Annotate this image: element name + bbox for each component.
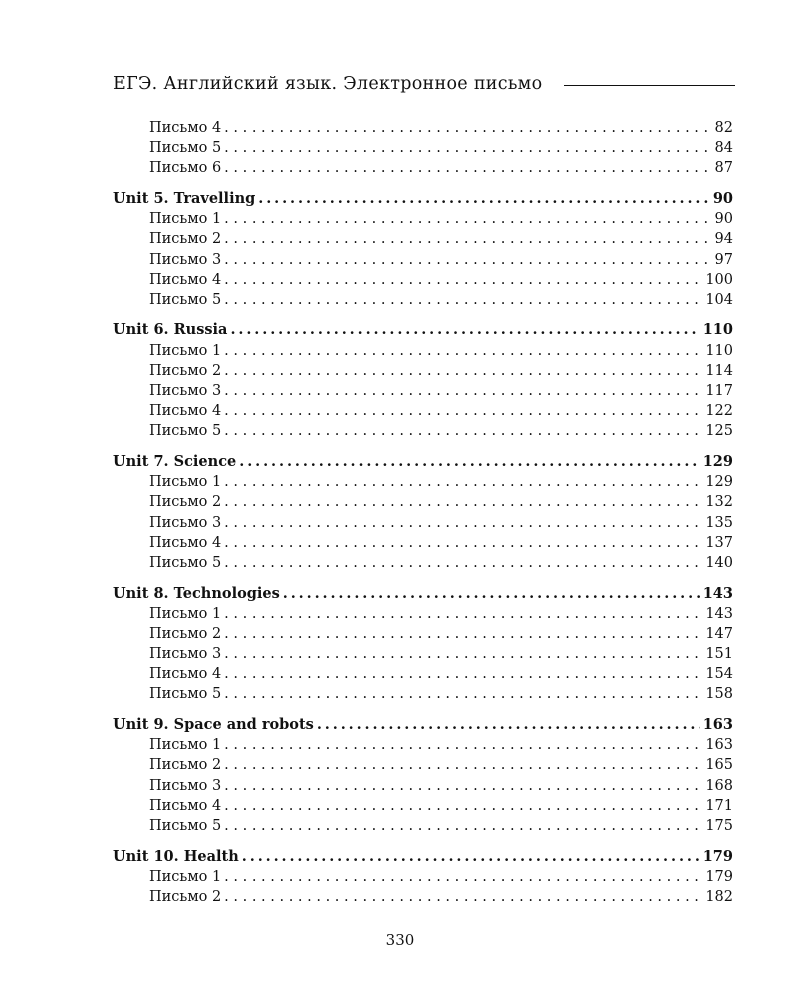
dot-leader: [224, 381, 702, 401]
entry-page-number: 90: [712, 189, 733, 207]
toc-letter-entry: [113, 138, 733, 158]
entry-label: Письмо 4: [149, 403, 222, 420]
dot-leader: [224, 533, 702, 553]
entry-page-number: 151: [705, 646, 733, 663]
entry-label: Письмо 3: [149, 646, 222, 663]
toc-letter-entry: [113, 492, 733, 512]
entry-page-number: 100: [705, 271, 733, 288]
entry-page-number: 125: [705, 423, 733, 440]
entry-label: Письмо 5: [149, 817, 222, 834]
entry-label: Письмо 5: [149, 291, 222, 308]
entry-label: Письмо 3: [149, 383, 222, 400]
toc-letter-entry: [113, 290, 733, 310]
entry-label: Unit 6. Russia: [113, 321, 228, 339]
entry-page-number: 182: [705, 888, 733, 905]
dot-leader: [224, 158, 711, 178]
toc-letter-entry: [113, 755, 733, 775]
entry-page-number: 137: [705, 534, 733, 551]
entry-label: Письмо 2: [149, 231, 222, 248]
toc-letter-entry: [113, 735, 733, 755]
entry-label: Письмо 1: [149, 474, 222, 491]
entry-page-number: 143: [705, 605, 733, 622]
entry-label: Письмо 5: [149, 140, 222, 157]
table-of-contents: [113, 118, 733, 917]
dot-leader: [224, 118, 711, 138]
toc-letter-entry: [113, 867, 733, 887]
dot-leader: [224, 684, 702, 704]
toc-letter-entry: [113, 250, 733, 270]
toc-letter-entry: [113, 624, 733, 644]
entry-page-number: 94: [714, 231, 733, 248]
entry-label: Unit 5. Travelling: [113, 189, 256, 207]
dot-leader: [224, 401, 702, 421]
entry-page-number: 165: [705, 757, 733, 774]
entry-label: Письмо 1: [149, 342, 222, 359]
toc-letter-entry: [113, 553, 733, 573]
entry-label: Unit 8. Technologies: [113, 584, 280, 602]
entry-page-number: 179: [705, 868, 733, 885]
toc-letter-entry: [113, 401, 733, 421]
dot-leader: [224, 513, 702, 533]
dot-leader: [224, 755, 702, 775]
dot-leader: [224, 361, 702, 381]
entry-page-number: 171: [705, 797, 733, 814]
dot-leader: [224, 209, 711, 229]
entry-label: Письмо 4: [149, 797, 222, 814]
entry-page-number: 117: [705, 383, 733, 400]
dot-leader: [258, 189, 710, 209]
dot-leader: [224, 664, 702, 684]
entry-label: Письмо 3: [149, 251, 222, 268]
toc-letter-entry: [113, 664, 733, 684]
dot-leader: [224, 138, 711, 158]
toc-group: [113, 320, 733, 441]
entry-page-number: 90: [714, 211, 733, 228]
entry-label: Письмо 2: [149, 625, 222, 642]
dot-leader: [224, 604, 702, 624]
toc-letter-entry: [113, 158, 733, 178]
entry-label: Письмо 1: [149, 211, 222, 228]
toc-letter-entry: [113, 472, 733, 492]
entry-label: Письмо 3: [149, 777, 222, 794]
entry-page-number: 110: [702, 321, 733, 339]
toc-letter-entry: [113, 361, 733, 381]
entry-label: Unit 7. Science: [113, 452, 237, 470]
dot-leader: [224, 229, 711, 249]
entry-page-number: 175: [705, 817, 733, 834]
entry-page-number: 129: [705, 474, 733, 491]
entry-label: Письмо 4: [149, 534, 222, 551]
toc-group: [113, 189, 733, 310]
entry-page-number: 158: [705, 686, 733, 703]
entry-page-number: 140: [705, 554, 733, 571]
dot-leader: [224, 796, 702, 816]
toc-letter-entry: [113, 229, 733, 249]
entry-page-number: 110: [705, 342, 733, 359]
entry-page-number: 84: [714, 140, 733, 157]
dot-leader: [224, 492, 702, 512]
toc-letter-entry: [113, 644, 733, 664]
dot-leader: [224, 553, 702, 573]
dot-leader: [283, 584, 700, 604]
dot-leader: [224, 735, 702, 755]
entry-page-number: 129: [702, 452, 733, 470]
entry-page-number: 114: [705, 362, 733, 379]
dot-leader: [224, 421, 702, 441]
entry-label: Письмо 2: [149, 757, 222, 774]
entry-page-number: 163: [702, 716, 733, 734]
entry-page-number: 143: [702, 584, 733, 602]
entry-label: Письмо 1: [149, 868, 222, 885]
toc-letter-entry: [113, 209, 733, 229]
dot-leader: [224, 644, 702, 664]
toc-unit-entry: [113, 189, 733, 209]
entry-page-number: 87: [714, 160, 733, 177]
entry-page-number: 97: [714, 251, 733, 268]
dot-leader: [230, 320, 699, 340]
toc-letter-entry: [113, 381, 733, 401]
dot-leader: [239, 452, 699, 472]
toc-unit-entry: [113, 847, 733, 867]
toc-letter-entry: [113, 513, 733, 533]
entry-label: Письмо 5: [149, 554, 222, 571]
entry-page-number: 135: [705, 514, 733, 531]
toc-letter-entry: [113, 816, 733, 836]
entry-label: Письмо 4: [149, 120, 222, 136]
dot-leader: [224, 887, 702, 907]
entry-label: Письмо 2: [149, 888, 222, 905]
toc-letter-entry: [113, 421, 733, 441]
toc-letter-entry: [113, 684, 733, 704]
entry-page-number: 122: [705, 403, 733, 420]
entry-page-number: 179: [702, 847, 733, 865]
dot-leader: [224, 867, 702, 887]
toc-unit-entry: [113, 320, 733, 340]
toc-group: [113, 715, 733, 836]
toc-group: [113, 452, 733, 573]
dot-leader: [224, 341, 702, 361]
entry-label: Письмо 1: [149, 737, 222, 754]
dot-leader: [224, 816, 702, 836]
toc-letter-entry: [113, 341, 733, 361]
toc-letter-entry: [113, 776, 733, 796]
toc-letter-entry: [113, 118, 733, 138]
entry-label: Письмо 5: [149, 686, 222, 703]
toc-letter-entry: [113, 604, 733, 624]
entry-label: Письмо 6: [149, 160, 222, 177]
entry-label: Письмо 3: [149, 514, 222, 531]
entry-label: Письмо 5: [149, 423, 222, 440]
dot-leader: [317, 715, 700, 735]
header-rule: [564, 85, 735, 86]
entry-label: Письмо 2: [149, 362, 222, 379]
toc-unit-entry: [113, 715, 733, 735]
dot-leader: [224, 624, 702, 644]
entry-page-number: 147: [705, 625, 733, 642]
entry-label: Письмо 4: [149, 271, 222, 288]
toc-group: [113, 118, 733, 179]
dot-leader: [224, 472, 702, 492]
toc-group: [113, 584, 733, 705]
toc-unit-entry: [113, 584, 733, 604]
entry-label: Unit 9. Space and robots: [113, 716, 314, 734]
entry-page-number: 132: [705, 494, 733, 511]
toc-letter-entry: [113, 533, 733, 553]
toc-unit-entry: [113, 452, 733, 472]
page-number: 330: [385, 931, 415, 949]
entry-label: Письмо 1: [149, 605, 222, 622]
entry-label: Unit 10. Health: [113, 847, 239, 865]
toc-letter-entry: [113, 270, 733, 290]
entry-page-number: 82: [714, 120, 733, 136]
toc-letter-entry: [113, 887, 733, 907]
entry-label: Письмо 4: [149, 666, 222, 683]
entry-page-number: 163: [705, 737, 733, 754]
entry-page-number: 104: [705, 291, 733, 308]
toc-letter-entry: [113, 796, 733, 816]
book-title: ЕГЭ. Английский язык. Электронное письмо: [113, 74, 543, 94]
dot-leader: [224, 250, 711, 270]
dot-leader: [242, 847, 700, 867]
dot-leader: [224, 776, 702, 796]
running-header: [113, 71, 735, 97]
entry-page-number: 154: [705, 666, 733, 683]
entry-page-number: 168: [705, 777, 733, 794]
toc-group: [113, 847, 733, 908]
dot-leader: [224, 270, 702, 290]
dot-leader: [224, 290, 702, 310]
entry-label: Письмо 2: [149, 494, 222, 511]
